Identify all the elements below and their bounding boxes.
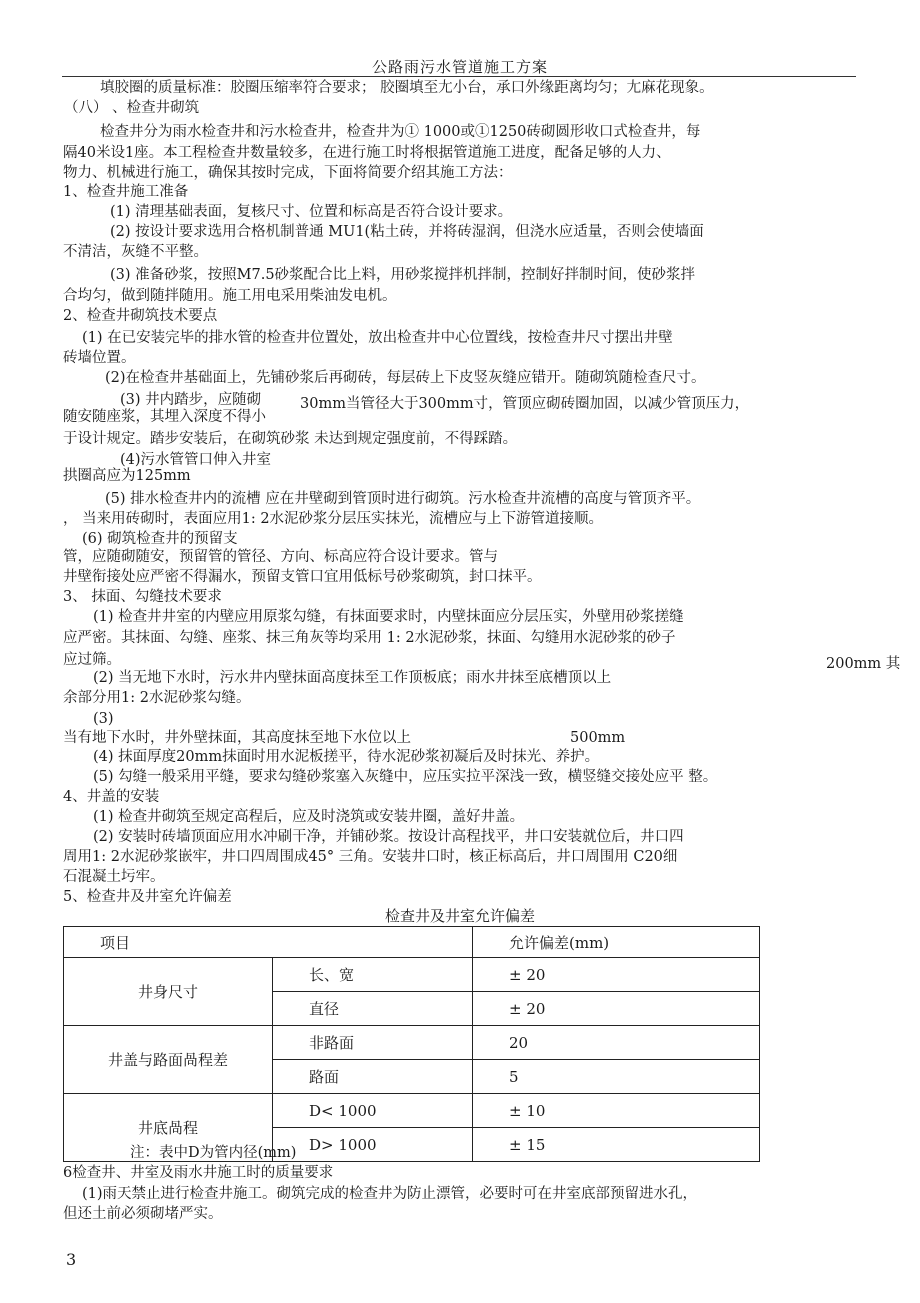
text-line: 隔40米设1座。本工程检查井数量较多，在进行施工时将根据管道施工进度，配备足够的人力、 <box>63 145 671 161</box>
text-line: (3) 准备砂浆，按照M7.5砂浆配合比上料，用砂浆搅拌机拌制，控制好拌制时间，使砂浆拌 <box>110 267 696 283</box>
text-line: 检查井分为雨水检查井和污水检查井，检查井为① 1000或①1250砖砌圆形收口式检查井，每 <box>100 124 701 140</box>
sub-item: 直径 <box>273 992 473 1026</box>
text-line: (1) 在已安装完毕的排水管的检查井位置处，放出检查井中心位置线，按检查井尺寸摆出井壁 <box>82 330 673 346</box>
group-name: 井盖与路面咼程差 <box>64 1026 273 1094</box>
table-row <box>64 1094 760 1128</box>
page-header-title: 公路雨污水管道施工方案 <box>371 58 548 76</box>
text-line: (4)污水管管口伸入井室 <box>120 452 272 468</box>
text-line: 石混凝土圬牢。 <box>63 869 165 885</box>
text-line: 5、检查井及井室允许偏差 <box>63 889 232 905</box>
text-line: 合均匀，做到随拌随用。施工用电采用柴油发电机。 <box>63 288 397 304</box>
header-divider <box>62 76 856 77</box>
text-line: (1) 检查井井室的内壁应用原浆勾缝，有抹面要求时，内壁抹面应分层压实，外壁用砂浆搓缝 <box>93 609 684 625</box>
text-line: ， 当来用砖砌时，表面应用1: 2水泥砂浆分层压实抹光，流槽应与上下游管道接顺。 <box>63 511 604 527</box>
tolerance-value: ± 20 <box>473 958 760 992</box>
text-line: 4、井盖的安装 <box>63 789 160 805</box>
tolerance-value: ± 15 <box>473 1128 760 1162</box>
table-row <box>64 958 760 992</box>
sub-item: D< 1000 <box>273 1094 473 1128</box>
table-header-row <box>64 927 760 958</box>
text-line: 当有地下水时，井外壁抹面，其高度抹至地下水位以上 <box>63 730 411 746</box>
text-line: (3) <box>93 711 114 727</box>
text-line: 余部分用1: 2水泥砂浆勾缝。 <box>63 690 251 706</box>
text-line: 拱圈高应为125mm <box>63 468 191 484</box>
text-line: 砖墙位置。 <box>63 350 136 366</box>
tolerance-value: ± 10 <box>473 1094 760 1128</box>
text-line: (5) 排水检查井内的流槽 应在井壁砌到管顶时进行砌筑。污水检查井流槽的高度与管顶齐平。 <box>105 491 701 507</box>
sub-item: D> 1000 <box>273 1128 473 1162</box>
tolerance-value: ± 20 <box>473 992 760 1026</box>
text-line: (2) 安装时砖墙顶面应用水冲刷干净，并铺砂浆。按设计高程找平，井口安装就位后，井口四 <box>93 829 684 845</box>
header-item: 项目 <box>64 927 473 958</box>
text-line: 但还土前必须砌堵严实。 <box>63 1206 223 1222</box>
text-line: 不清洁，灰缝不平整。 <box>63 244 208 260</box>
text-line: 填胶圈的质量标准：胶圈压缩率符合要求； 胶圈填至尢小台，承口外缘距离均匀；尢麻花现象。 <box>100 80 714 96</box>
text-line: (6) 砌筑检查井的预留支 <box>82 531 238 547</box>
text-line: (2)在检查井基础面上，先铺砂浆后再砌砖，每层砖上下皮竖灰缝应错开。随砌筑随检查尺寸。 <box>105 370 706 386</box>
text-line: (3) 井内踏步，应随砌 <box>120 392 262 408</box>
table-title: 检查井及井室允许偏差 <box>384 907 535 925</box>
tolerance-value: 20 <box>473 1026 760 1060</box>
text-line: 周用1: 2水泥砂浆嵌牢，井口四周围成45° 三角。安装井口时，核正标高后，井口周围用 C20细 <box>63 849 678 865</box>
text-line: (4) 抹面厚度20mm抹面时用水泥板搓平，待水泥砂浆初凝后及时抹光、养护。 <box>93 749 600 765</box>
text-line: 随安随座浆，其埋入深度不得小 <box>63 409 266 425</box>
group-name: 井底咼程 <box>64 1094 273 1162</box>
text-line: 1、检查井施工准备 <box>63 184 189 200</box>
group-name: 井身尺寸 <box>64 958 273 1026</box>
sub-item: 非路面 <box>273 1026 473 1060</box>
text-line: (5) 勾缝一般采用平缝，要求勾缝砂浆塞入灰缝中，应压实拉平深浅一致，横竖缝交接处应平 整。 <box>93 769 718 785</box>
text-line: 200mm 其 <box>826 656 901 672</box>
text-line: (1) 检查井砌筑至规定高程后，应及时浇筑或安装井圈，盖好井盖。 <box>93 809 525 825</box>
table-row <box>64 1026 760 1060</box>
page-number: 3 <box>66 1250 77 1269</box>
text-line: 应过筛。 <box>63 652 121 668</box>
text-line: 30mm当管径大于300mm寸，管顶应砌砖圈加固，以减少管顶压力， <box>300 396 750 412</box>
text-line: 2、检查井砌筑技术要点 <box>63 308 218 324</box>
text-line: 500mm <box>570 730 626 746</box>
text-line: 物力、机械进行施工，确保其按时完成，下面将简要介绍其施工方法： <box>63 165 513 181</box>
text-line: 3、 抹面、勾缝技术要求 <box>63 589 222 605</box>
text-line: 管，应随砌随安，预留管的管径、方向、标高应符合设计要求。管与 <box>63 549 498 565</box>
text-line: 应严密。其抹面、勾缝、座浆、抹三角灰等均采用 1: 2水泥砂浆，抹面、勾缝用水泥砂浆的砂子 <box>63 630 676 646</box>
text-line: 6检查井、井室及雨水井施工时的质量要求 <box>63 1165 334 1181</box>
tolerance-value: 5 <box>473 1060 760 1094</box>
text-line: 注：表中D为管内径(mm) <box>130 1145 297 1161</box>
text-line: (1)雨天禁止进行检查井施工。砌筑完成的检查井为防止漂管，必要时可在井室底部预留进水孔， <box>82 1186 698 1202</box>
text-line: （八） 、检查井砌筑 <box>64 100 200 116</box>
deviation-table <box>63 926 760 1162</box>
sub-item: 路面 <box>273 1060 473 1094</box>
text-line: (2) 按设计要求选用合格机制普通 MU1(粘土砖，并将砖湿润，但浇水应适量，否则会使墙面 <box>110 224 704 240</box>
text-line: (1) 清理基础表面，复核尺寸、位置和标高是否符合设计要求。 <box>110 204 513 220</box>
text-line: (2) 当无地下水时，污水井内壁抹面高度抹至工作顶板底；雨水井抹至底槽顶以上 <box>93 670 612 686</box>
sub-item: 长、宽 <box>273 958 473 992</box>
header-tolerance: 允许偏差(mm) <box>473 927 760 958</box>
text-line: 井壁衔接处应严密不得漏水，预留支管口宜用低标号砂浆砌筑，封口抹平。 <box>63 569 542 585</box>
text-line: 于设计规定。踏步安装后，在砌筑砂浆 未达到规定强度前，不得踩踏。 <box>63 431 518 447</box>
